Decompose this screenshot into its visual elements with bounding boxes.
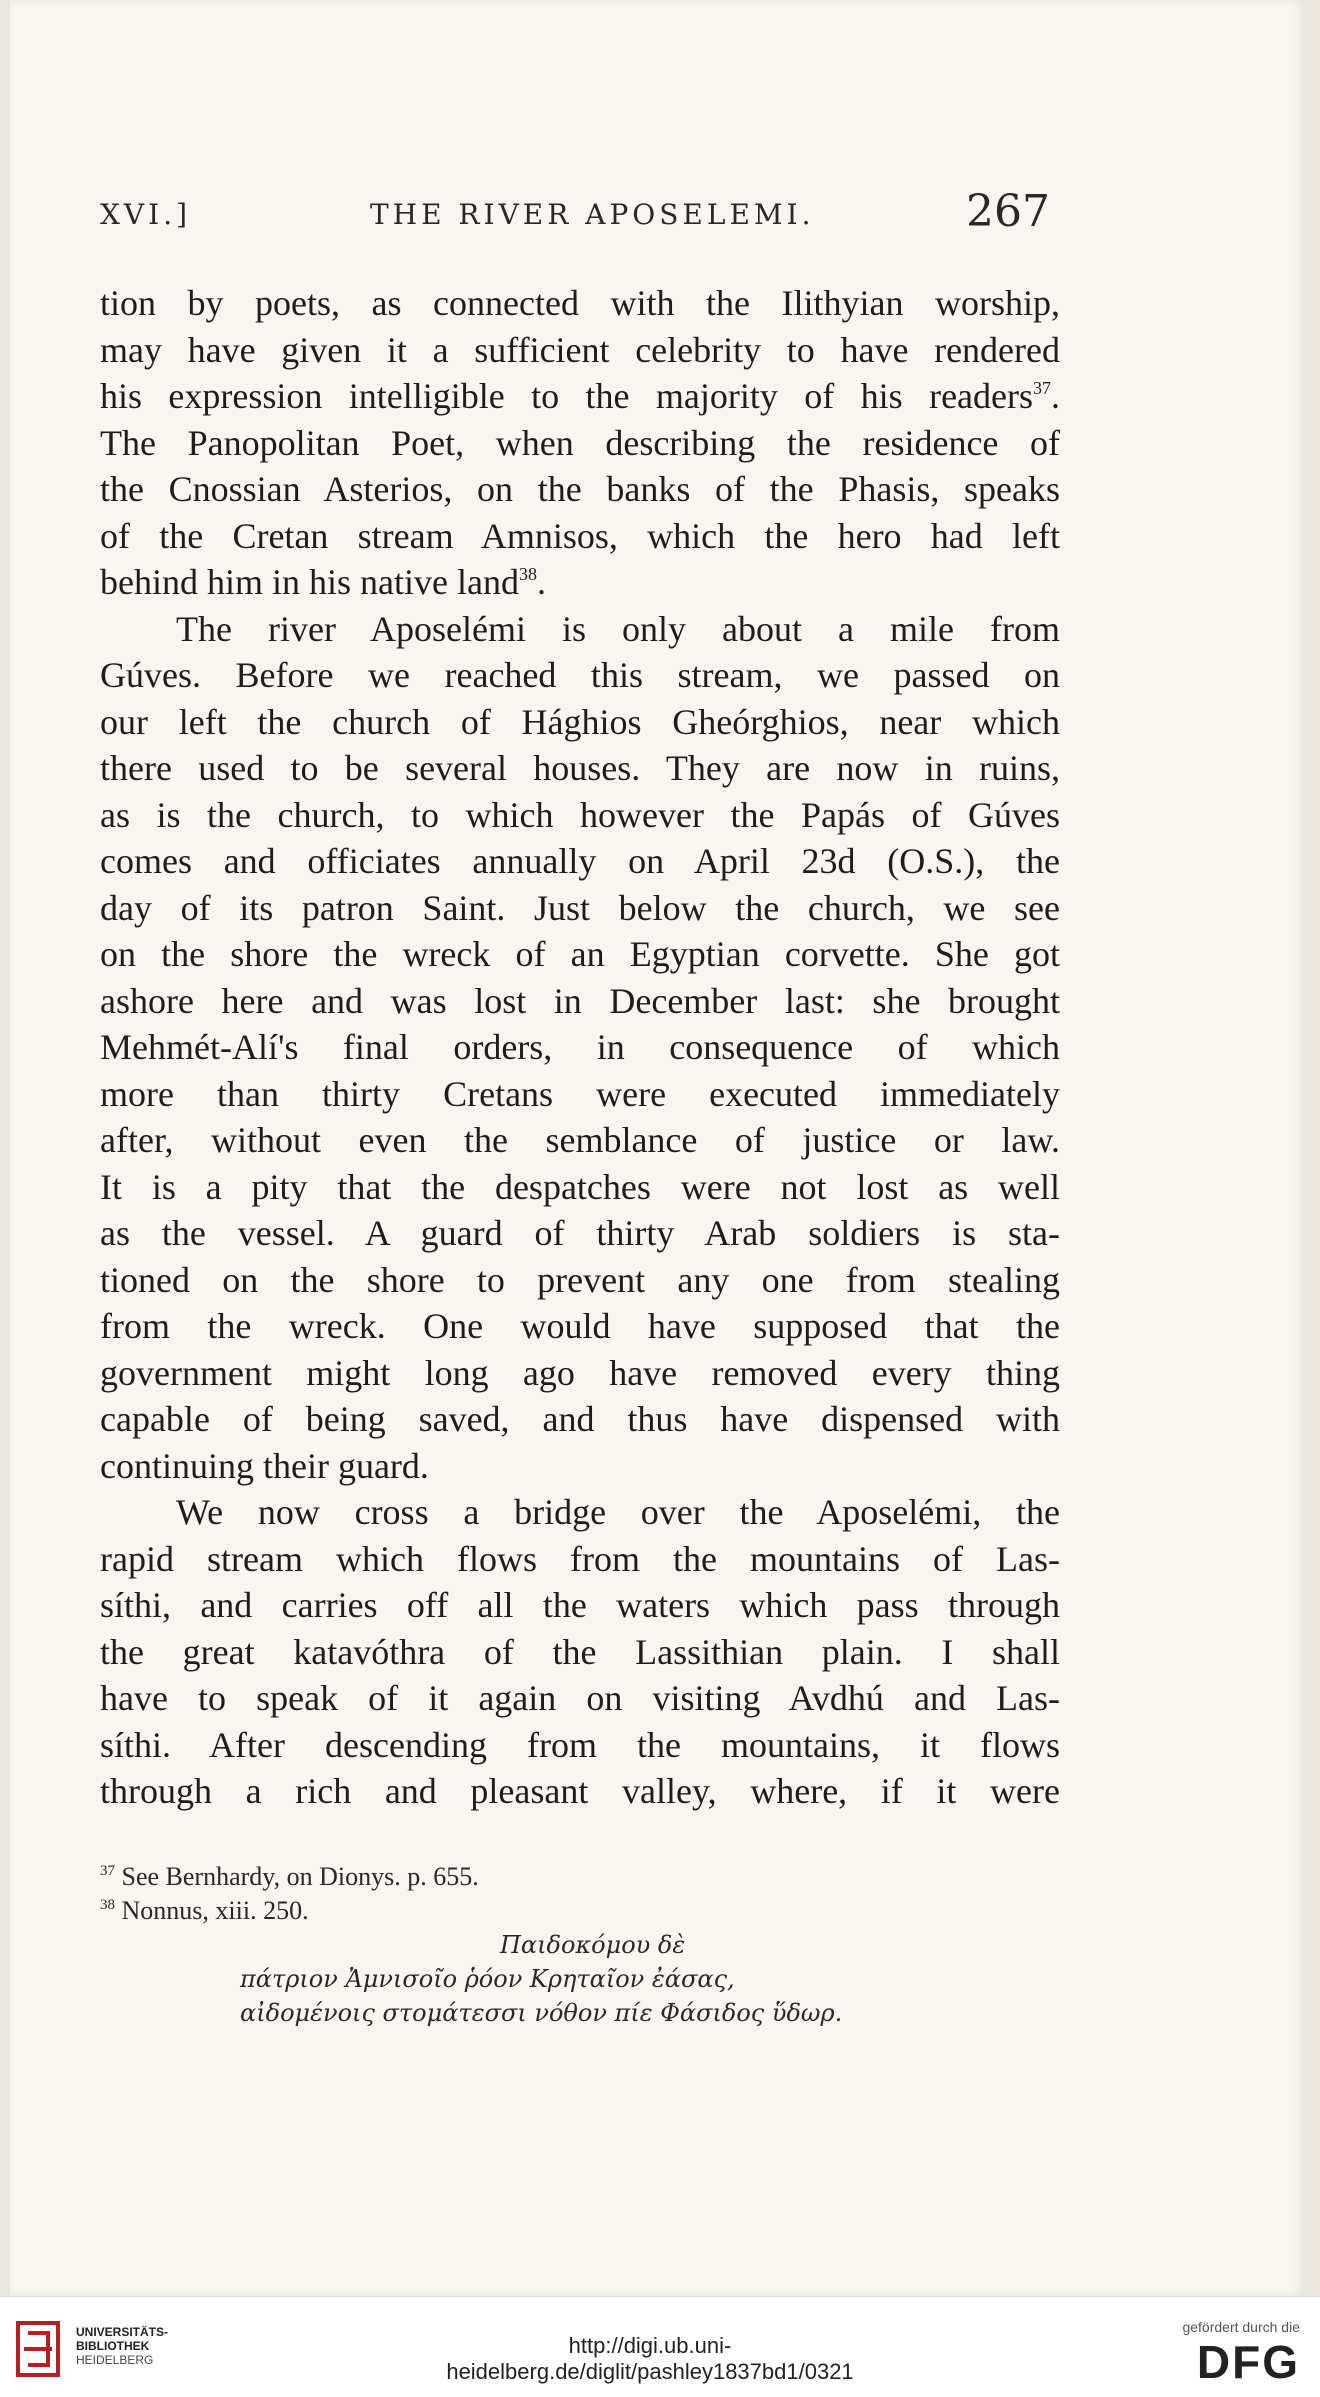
text-line: Mehmét-Alí's final orders, in consequence of which [100,1027,1060,1067]
library-name-line: BIBLIOTHEK [76,2339,150,2353]
text-line: rapid stream which flows from the mountains of Las- [100,1538,1060,1579]
text-line: of the Cretan stream Amnisos, which the hero had left [100,515,1060,556]
text-line: The river Aposelémi is only about a mile from [176,608,1060,649]
library-name-line: UNIVERSITÄTS- [76,2325,169,2339]
footnote-text: Nonnus, xiii. 250. [121,1896,309,1925]
greek-quote-line: πάτριον Ἀμνισοῖο ῥόον Κρηταῖον ἐάσας, [240,1965,735,1993]
text-line: We now cross a bridge over the Aposelémi, the [176,1492,1060,1532]
text-line: Gúves. Before we reached this stream, we passed on [100,655,1060,695]
text-line: after, without even the semblance of justice or law. [100,1120,1060,1160]
running-title: THE RIVER APOSELEMI. [370,198,815,231]
punctuation: . [536,562,546,602]
text-line: may have given it a sufficient celebrity to have rendered [100,329,1060,370]
text-line: our left the church of Hághios Gheórghios, near which [100,701,1060,742]
text-line: on the shore the wreck of an Egyptian corvette. She got [100,934,1060,974]
paragraph-3 [100,1489,1060,1815]
text-line: day of its patron Saint. Just below the church, we see [100,887,1060,928]
text-line: capable of being saved, and thus have dispensed with [100,1399,1060,1439]
footnote-38 [100,1894,1060,1928]
footnote-number: 38 [100,1897,115,1913]
paragraph-2 [100,606,1060,1490]
text-line: continuing their guard. [100,1445,429,1486]
greek-quote-line: Παιδοκόμου δὲ [500,1931,686,1959]
text-line: síthi, and carries off all the waters which pass through [100,1585,1060,1625]
paragraph-1 [100,280,1060,606]
greek-quote-line: αἰδομένοις στομάτεσσι νόθον πίε Φάσιδος ὕδωρ. [240,1999,843,2027]
text-line: the Cnossian Asterios, on the banks of the Phasis, speaks [100,469,1060,509]
body-text [100,280,1060,1815]
text-line [100,559,1060,606]
university-library-logo-icon [14,2319,62,2379]
text-line: síthi. After descending from the mountains, it flows [100,1724,1060,1765]
text-segment: his expression intelligible to the majority of his readers [100,376,1033,416]
text-line: there used to be several houses. They are now in ruins, [100,748,1060,788]
running-head [100,186,1060,246]
library-name-line: HEIDELBERG [76,2353,154,2367]
library-name [76,2325,276,2367]
text-line: from the wreck. One would have supposed that the [100,1306,1060,1346]
viewer-footer [0,2296,1320,2397]
text-line: as is the church, to which however the Papás of Gúves [100,794,1060,835]
permalink-url[interactable]: http://digi.ub.uni-heidelberg.de/diglit/pashley1837bd1/0321 [446,2333,854,2384]
footnote-number: 37 [100,1863,115,1879]
text-line: the great katavóthra of the Lassithian plain. I shall [100,1631,1060,1672]
text-line: ashore here and was lost in December last: she brought [100,980,1060,1021]
text-line: comes and officiates annually on April 23d (O.S.), the [100,841,1060,881]
text-line: have to speak of it again on visiting Avdhú and Las- [100,1678,1060,1718]
text-line: as the vessel. A guard of thirty Arab soldiers is sta- [100,1213,1060,1253]
text-line: more than thirty Cretans were executed immediately [100,1073,1060,1114]
footnotes [100,1860,1060,2030]
text-line [100,373,1060,420]
punctuation: . [1051,376,1060,416]
dfg-logo: DFG [1196,2336,1300,2388]
footnote-ref-37: 37 [1033,378,1051,398]
footnote-text: See Bernhardy, on Dionys. p. 655. [121,1862,479,1891]
text-line: It is a pity that the despatches were not lost as well [100,1166,1060,1207]
footnote-ref-38: 38 [518,564,537,584]
chapter-number: XVI.] [100,198,192,231]
text-line: government might long ago have removed every thing [100,1352,1060,1393]
text-line: The Panopolitan Poet, when describing the residence of [100,422,1060,463]
footnote-37 [100,1860,1060,1894]
text-line: tion by poets, as connected with the Ilithyian worship, [100,283,1060,323]
text-line: tioned on the shore to prevent any one from stealing [100,1259,1060,1300]
page-number: 267 [966,186,1050,237]
text-segment: behind him in his native land [100,562,519,602]
sponsor-caption: gefördert durch die [1182,2319,1300,2335]
text-line: through a rich and pleasant valley, where, if it were [100,1771,1060,1811]
